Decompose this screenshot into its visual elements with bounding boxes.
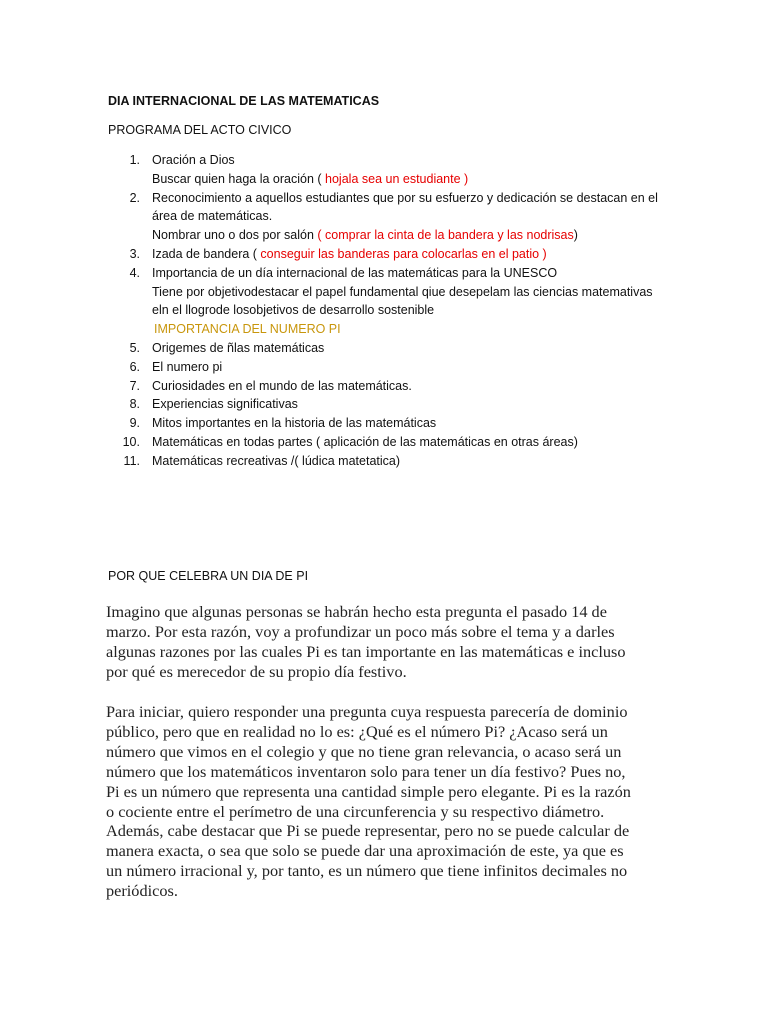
paragraph-line: un número irracional y, por tanto, es un número que tiene infinitos decimales no bbox=[106, 861, 628, 881]
list-item: 1. Oración a Dios Buscar quien haga la oración ( hojala sea un estudiante ) bbox=[129, 153, 469, 186]
list-item: 11. Matemáticas recreativas /( lúdica matetatica) bbox=[123, 453, 401, 468]
program-list bbox=[108, 151, 668, 471]
paragraph-2 bbox=[106, 702, 676, 901]
red-note: conseguir las banderas para colocarlas en el patio ) bbox=[260, 246, 547, 261]
paragraph-1 bbox=[106, 602, 676, 682]
paragraph-line: manera exacta, o sea que solo se puede dar una aproximación de este, ya que es bbox=[106, 841, 624, 861]
list-item: 7. Curiosidades en el mundo de las matemáticas. bbox=[129, 378, 412, 393]
list-item: 2. Reconocimiento a aquellos estudiantes que por su esfuerzo y dedicación se destacan en el área de matemáticas. Nombrar uno o dos por salón ( comprar la cinta de la bandera y las nodrisas) bbox=[129, 190, 658, 243]
list-item: 9. Mitos importantes en la historia de las matemáticas bbox=[129, 416, 437, 431]
paragraph-line: o cociente entre el perímetro de una circunferencia y su respectivo diámetro. bbox=[106, 801, 605, 821]
list-item: 6. El numero pi bbox=[129, 359, 223, 374]
red-note: hojala sea un estudiante ) bbox=[325, 171, 469, 186]
document-title: DIA INTERNACIONAL DE LAS MATEMATICAS bbox=[108, 94, 380, 108]
list-item: 5. Origemes de ñlas matemáticas bbox=[129, 340, 325, 355]
paragraph-line: periódicos. bbox=[106, 881, 178, 901]
paragraph-line: Para iniciar, quiero responder una pregunta cuya respuesta parecería de dominio bbox=[106, 702, 628, 721]
paragraph-line: por qué es merecedor de su propio día festivo. bbox=[106, 661, 407, 681]
paragraph-line: número que vimos en el colegio y que no tiene gran relevancia, o acaso será un bbox=[106, 741, 622, 761]
red-note: ( comprar la cinta de la bandera y las nodrisas bbox=[317, 228, 574, 243]
list-item: 8. Experiencias significativas bbox=[129, 397, 298, 412]
paragraph-line: número que los matemáticos inventaron solo para tener un día festivo? Pues no, bbox=[106, 761, 626, 781]
paragraph-line: Imagino que algunas personas se habrán hecho esta pregunta el pasado 14 de bbox=[106, 602, 607, 621]
paragraph-line: algunas razones por las cuales Pi es tan importante en las matemáticas e incluso bbox=[106, 641, 626, 661]
list-item: 3. Izada de bandera ( conseguir las banderas para colocarlas en el patio ) bbox=[129, 246, 547, 261]
highlight-heading: IMPORTANCIA DEL NUMERO PI bbox=[154, 322, 341, 337]
paragraph-line: marzo. Por esta razón, voy a profundizar un poco más sobre el tema y a darles bbox=[106, 621, 615, 641]
list-item: 10. Matemáticas en todas partes ( aplicación de las matemáticas en otras áreas) bbox=[122, 434, 578, 449]
paragraph-line: Pi es un número que representa una cantidad simple pero elegante. Pi es la razón bbox=[106, 781, 631, 801]
program-subtitle: PROGRAMA DEL ACTO CIVICO bbox=[108, 123, 292, 137]
list-item: 4. Importancia de un día internacional de las matemáticas para la UNESCO Tiene por objetivodestacar el papel fundamental qiue desepelam las ciencias matemativas eln el llogrode losobjetivos de desarrollo sostenible IMPORTANCIA DEL NUMERO PI bbox=[108, 264, 668, 339]
paragraph-line: público, pero que en realidad no lo es: ¿Qué es el número Pi? ¿Acaso será un bbox=[106, 721, 608, 741]
paragraph-line: Además, cabe destacar que Pi se puede representar, pero no se puede calcular de bbox=[106, 821, 630, 841]
section-heading: POR QUE CELEBRA UN DIA DE PI bbox=[108, 569, 309, 583]
